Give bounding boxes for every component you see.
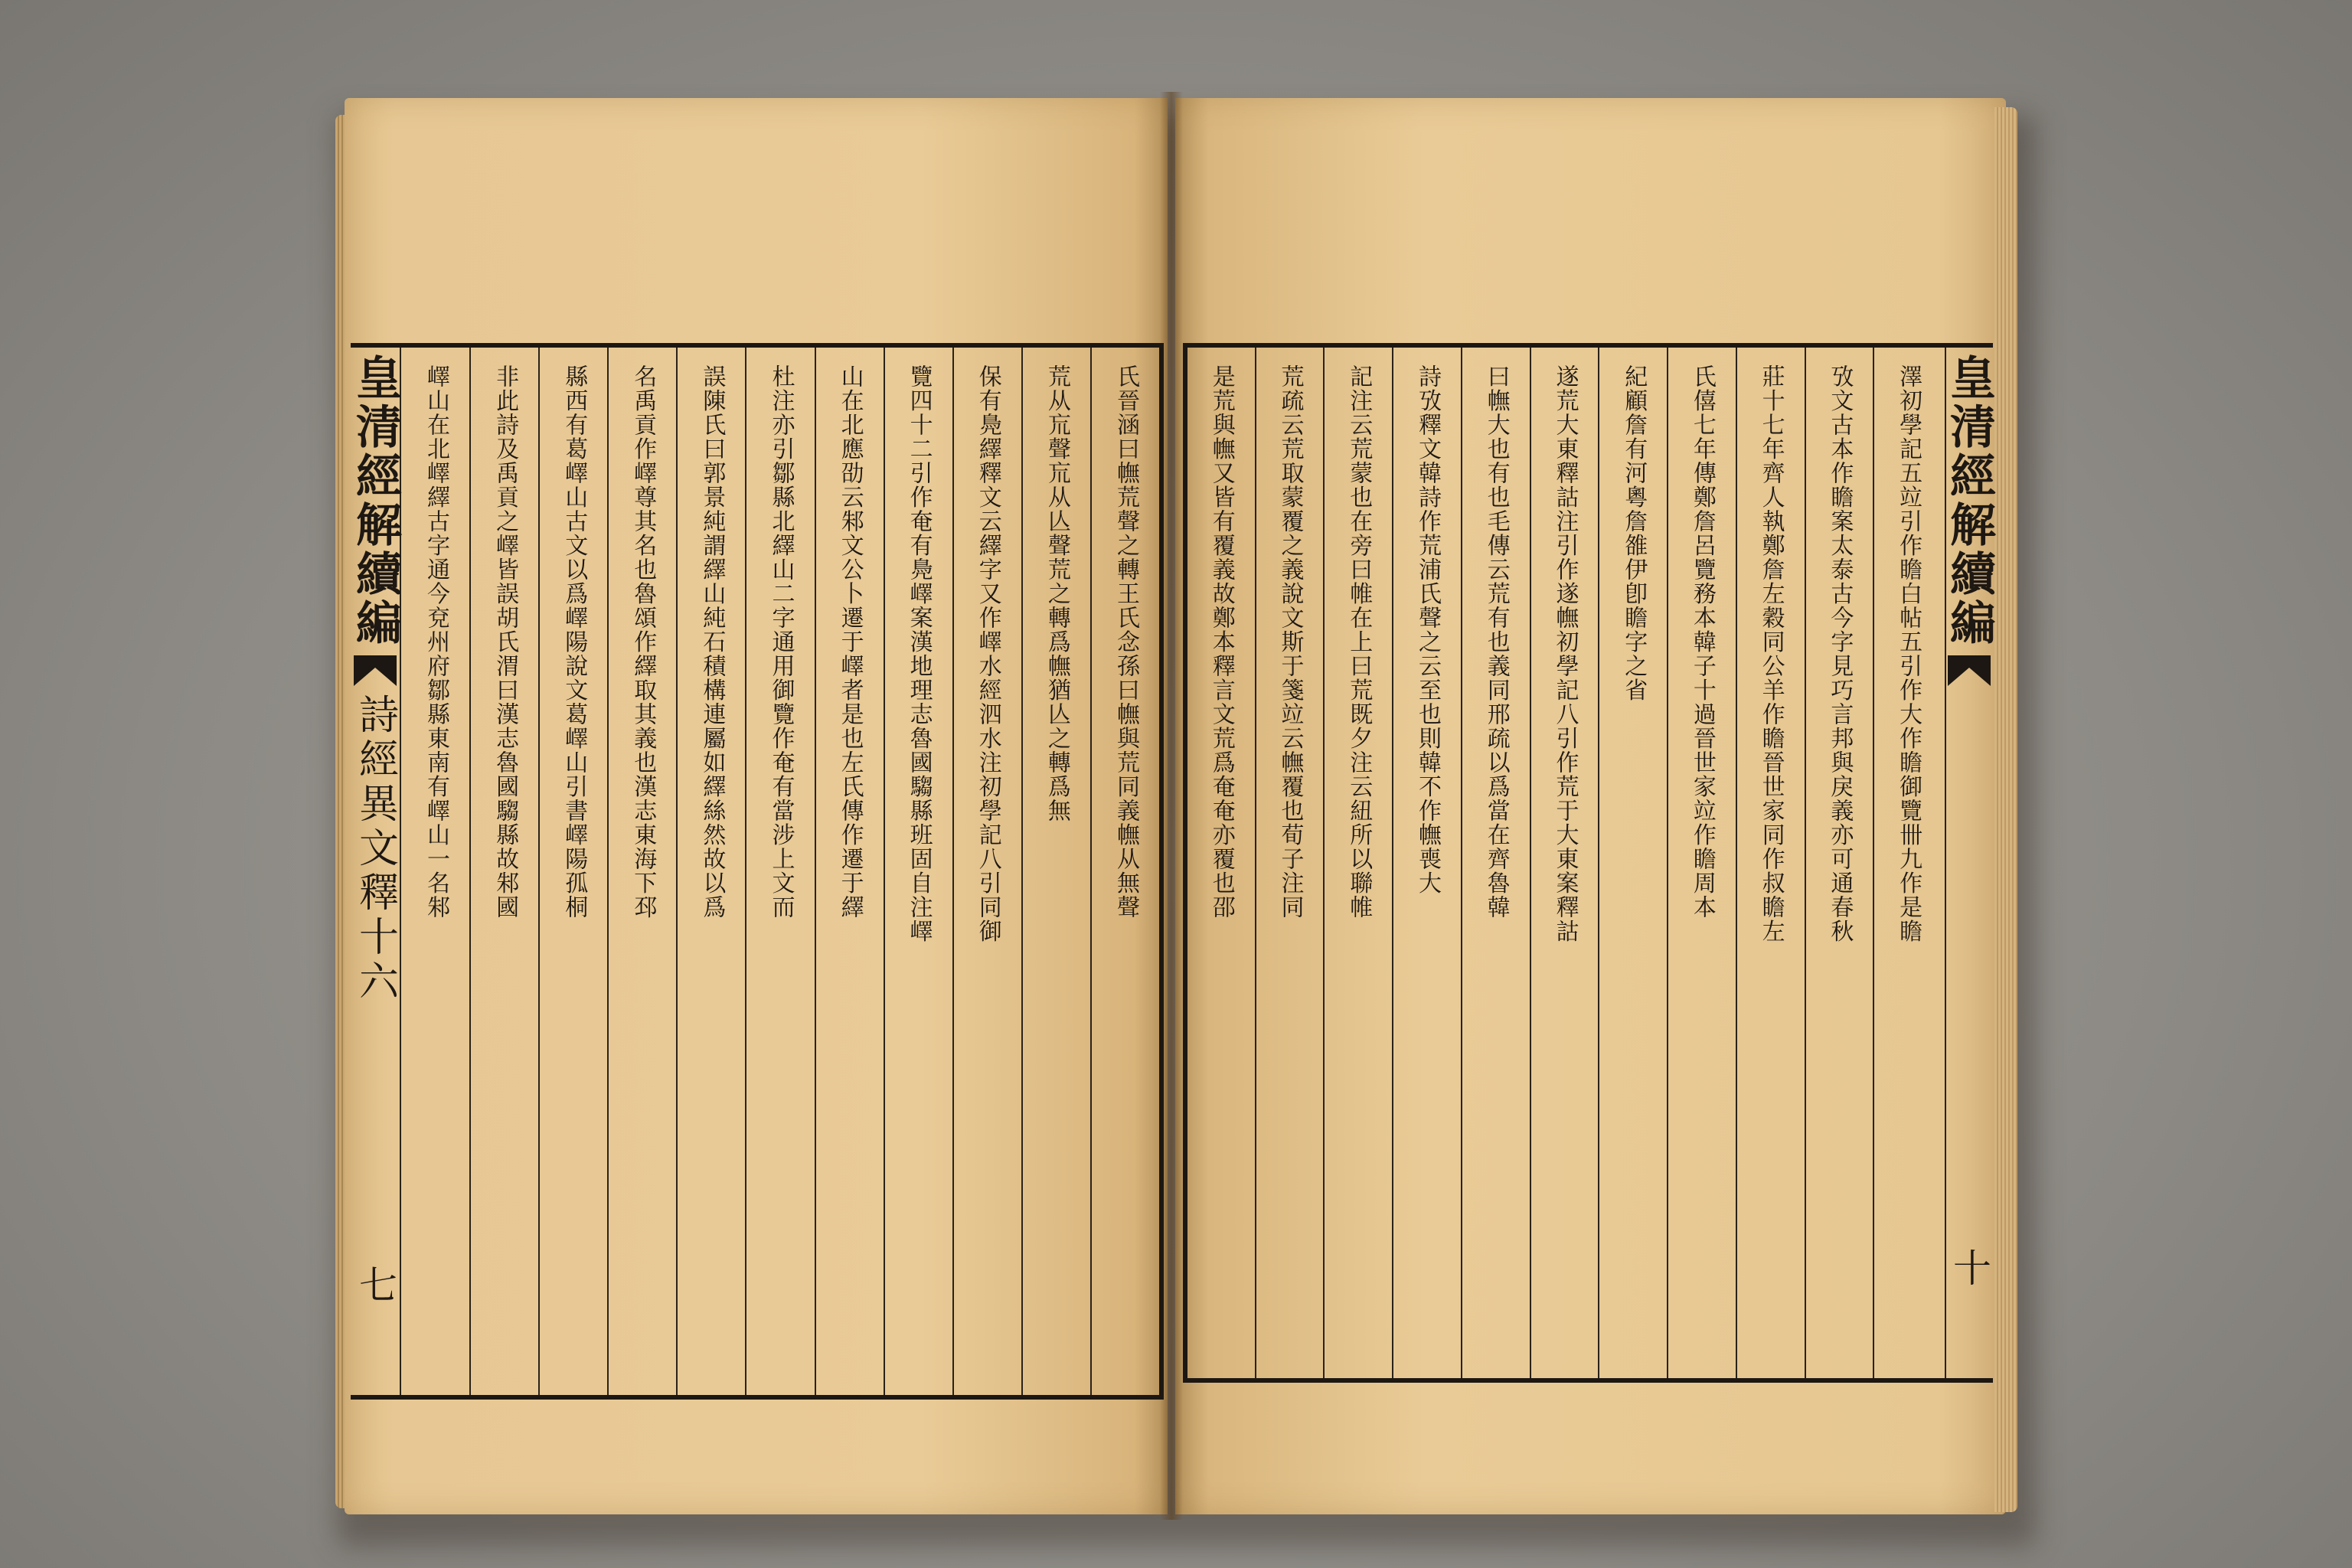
- column-text: 遂荒大東釋詁注引作遂幠初學記八引作荒于大東案釋詁: [1551, 364, 1579, 943]
- column-text: 荒从巟聲巟从亾聲荒之轉爲幠猶亾之轉爲無: [1043, 364, 1070, 823]
- text-column: [1873, 348, 1942, 1378]
- text-column: [1805, 348, 1873, 1378]
- text-column: [469, 348, 538, 1395]
- column-text: 氏僖七年傳鄭詹呂覽務本韓子十過晉世家竝作瞻周本: [1688, 364, 1716, 920]
- column-text: 誤陳氏曰郭景純謂繹山純石積構連屬如繹絲然故以爲: [698, 364, 726, 920]
- column-text: 嶧山在北嶧繹古字通今兗州府鄒縣東南有嶧山一名邾: [423, 364, 450, 920]
- column-text: 攷文古本作瞻案太泰古今字見巧言邦與戾義亦可通春秋: [1826, 364, 1854, 943]
- column-text: 莊十七年齊人執鄭詹左穀同公羊作瞻晉世家同作叔瞻左: [1757, 364, 1785, 943]
- column-text: 荒疏云荒取蒙覆之義說文斯于箋竝云幠覆也荀子注同: [1276, 364, 1304, 920]
- text-column: [1392, 348, 1461, 1378]
- column-text: 山在北應劭云邾文公卜遷于嶧者是也左氏傳作遷于繹: [836, 364, 864, 920]
- column-text: 是荒與幠又皆有覆義故鄭本釋言文荒爲奄奄亦覆也邵: [1207, 364, 1235, 920]
- fishtail-mark: [354, 655, 397, 686]
- column-text: 非此詩及禹貢之嶧皆誤胡氏渭曰漢志魯國騶縣故邾國: [492, 364, 519, 920]
- left-page-number: 七: [353, 1265, 397, 1303]
- text-column: [538, 348, 607, 1395]
- right-page-number: 十: [1947, 1248, 1991, 1286]
- left-margin-strip: [348, 348, 402, 1395]
- text-column: [815, 348, 884, 1395]
- column-text: 記注云荒蒙也在旁曰帷在上曰荒既夕注云紐所以聯帷: [1345, 364, 1373, 920]
- column-text: 保有鳧繹釋文云繹字又作嶧水經泗水注初學記八引同御: [974, 364, 1001, 943]
- column-text: 澤初學記五竝引作瞻白帖五引作大作瞻御覽卌九作是瞻: [1895, 364, 1922, 943]
- text-column: [1323, 348, 1392, 1378]
- text-column: [1187, 348, 1255, 1378]
- text-column: [607, 348, 676, 1395]
- text-column: [1598, 348, 1667, 1378]
- page-edges-right: [1994, 107, 2017, 1512]
- text-column: [1530, 348, 1599, 1378]
- text-column: [952, 348, 1021, 1395]
- text-column: [1090, 348, 1159, 1395]
- column-text: 氏晉涵曰幠荒聲之轉王氏念孫曰幠與荒同義幠从無聲: [1112, 364, 1139, 920]
- text-column: [1736, 348, 1805, 1378]
- text-column: [676, 348, 745, 1395]
- column-text: 紀顧詹有河粵詹雒伊卽瞻字之省: [1620, 364, 1648, 702]
- left-margin-title: 皇清經解續編: [348, 354, 402, 648]
- text-column: [402, 348, 469, 1395]
- column-text: 縣西有葛嶧山古文以爲嶧陽說文葛嶧山引書嶧陽孤桐: [560, 364, 588, 920]
- text-column: [1021, 348, 1090, 1395]
- column-text: 覽四十二引作奄有鳧嶧案漢地理志魯國騶縣班固自注嶧: [905, 364, 933, 943]
- right-margin-strip: [1942, 348, 1996, 1378]
- text-column: [884, 348, 952, 1395]
- column-text: 杜注亦引鄒縣北繹山二字通用御覽作奄有當涉上文而: [767, 364, 795, 920]
- right-margin-title: 皇清經解續編: [1942, 354, 1996, 648]
- left-margin-section: 詩經異文釋十六: [351, 694, 398, 1004]
- text-column: [745, 348, 814, 1395]
- column-text: 詩攷釋文韓詩作荒浦氏聲之云至也則韓不作幠喪大: [1413, 364, 1441, 895]
- text-column: [1255, 348, 1324, 1378]
- fishtail-mark: [1948, 655, 1991, 686]
- right-text-columns: [1187, 348, 1942, 1378]
- text-column: [1667, 348, 1736, 1378]
- left-text-columns: [402, 348, 1159, 1395]
- column-text: 名禹貢作嶧尊其名也魯頌作繹取其義也漢志東海下邳: [629, 364, 657, 920]
- text-column: [1461, 348, 1530, 1378]
- column-text: 曰幠大也有也毛傳云荒有也義同邢疏以爲當在齊魯韓: [1482, 364, 1510, 920]
